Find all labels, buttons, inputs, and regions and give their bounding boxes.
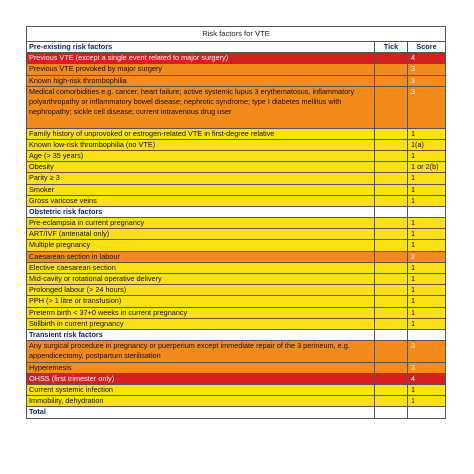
score-value: 1 xyxy=(407,229,445,239)
risk-factor-label: Mid-cavity or rotational operative delivery xyxy=(27,274,374,284)
risk-factor-label: Stillbirth in current pregnancy xyxy=(27,319,374,329)
risk-factor-row xyxy=(27,76,445,87)
tick-cell[interactable] xyxy=(374,229,407,239)
tick-cell[interactable] xyxy=(374,196,407,206)
score-column-header xyxy=(407,330,445,340)
tick-cell[interactable] xyxy=(374,64,407,74)
score-column-header: Score xyxy=(407,42,445,52)
tick-cell[interactable] xyxy=(374,263,407,273)
risk-factor-row xyxy=(27,185,445,196)
risk-factor-row xyxy=(27,129,445,140)
risk-factor-label: PPH (> 1 litre or transfusion) xyxy=(27,296,374,306)
score-value: 1 xyxy=(407,240,445,250)
score-value: 1 xyxy=(407,185,445,195)
risk-factor-label: Prolonged labour (> 24 hours) xyxy=(27,285,374,295)
risk-factor-label: Multiple pregnancy xyxy=(27,240,374,250)
score-value: 1 or 2(b) xyxy=(407,162,445,172)
score-value: 1 xyxy=(407,129,445,139)
risk-factor-row xyxy=(27,341,445,362)
total-label: Total xyxy=(27,407,374,417)
risk-factor-row xyxy=(27,140,445,151)
tick-cell[interactable] xyxy=(374,374,407,384)
tick-cell[interactable] xyxy=(374,363,407,373)
score-value: 3 xyxy=(407,64,445,74)
tick-cell[interactable] xyxy=(374,385,407,395)
score-value: 1 xyxy=(407,263,445,273)
table-title: Risk factors for VTE xyxy=(27,27,445,42)
risk-factor-row xyxy=(27,296,445,307)
score-value: 1 xyxy=(407,319,445,329)
section-heading: Transient risk factors xyxy=(27,330,374,340)
risk-factor-label: Pre-eclampsia in current pregnancy xyxy=(27,218,374,228)
risk-factor-label: Elective caesarean section xyxy=(27,263,374,273)
tick-cell[interactable] xyxy=(374,151,407,161)
score-value: 1 xyxy=(407,296,445,306)
total-row xyxy=(27,407,445,417)
risk-factor-row xyxy=(27,308,445,319)
risk-factor-row xyxy=(27,363,445,374)
tick-cell[interactable] xyxy=(374,240,407,250)
score-value: 1 xyxy=(407,151,445,161)
tick-cell[interactable] xyxy=(374,341,407,361)
risk-factor-label: Gross varicose veins xyxy=(27,196,374,206)
risk-factor-row xyxy=(27,151,445,162)
section-heading: Obstetric risk factors xyxy=(27,207,374,217)
risk-factor-label: Medical comorbidities e.g. cancer, heart failure; active systemic lupus 3 erythematosus, inflammatory polyarthropathy or inflammatory bowel disease; nephrotic syndrome; type I diabetes mellitus with nephropathy; sickle cell disease; current intravenous drug user xyxy=(27,87,374,128)
risk-factor-row xyxy=(27,274,445,285)
tick-cell[interactable] xyxy=(374,53,407,63)
risk-factor-row xyxy=(27,87,445,129)
table-body xyxy=(27,42,445,418)
risk-factor-row xyxy=(27,385,445,396)
score-value: 1 xyxy=(407,385,445,395)
risk-factor-label: ART/IVF (antenatal only) xyxy=(27,229,374,239)
score-value: 1 xyxy=(407,396,445,406)
tick-cell[interactable] xyxy=(374,396,407,406)
tick-cell[interactable] xyxy=(374,274,407,284)
risk-factor-row xyxy=(27,218,445,229)
tick-cell[interactable] xyxy=(374,76,407,86)
section-heading: Pre-existing risk factors xyxy=(27,42,374,52)
risk-factor-row xyxy=(27,53,445,64)
risk-factor-label: Known high-risk thrombophilia xyxy=(27,76,374,86)
tick-cell[interactable] xyxy=(374,185,407,195)
score-value: 1 xyxy=(407,173,445,183)
tick-cell[interactable] xyxy=(374,285,407,295)
score-value: 1 xyxy=(407,196,445,206)
score-column-header xyxy=(407,207,445,217)
risk-factor-label: Obesity xyxy=(27,162,374,172)
score-value: 1 xyxy=(407,308,445,318)
tick-cell[interactable] xyxy=(374,87,407,128)
risk-factor-label: Parity ≥ 3 xyxy=(27,173,374,183)
tick-cell[interactable] xyxy=(374,296,407,306)
tick-column-header xyxy=(374,330,407,340)
score-value: 3 xyxy=(407,76,445,86)
risk-factor-label: Smoker xyxy=(27,185,374,195)
score-value: 4 xyxy=(407,374,445,384)
score-value: 1(a) xyxy=(407,140,445,150)
risk-factor-label: Family history of unprovoked or estrogen-related VTE in first-degree relative xyxy=(27,129,374,139)
section-heading-row xyxy=(27,330,445,341)
risk-factor-label: Preterm birth < 37+0 weeks in current pregnancy xyxy=(27,308,374,318)
score-value: 4 xyxy=(407,53,445,63)
total-tick-cell[interactable] xyxy=(374,407,407,417)
risk-factor-row xyxy=(27,263,445,274)
score-value: 1 xyxy=(407,285,445,295)
score-value: 3 xyxy=(407,87,445,128)
risk-factor-row xyxy=(27,319,445,330)
risk-factor-label: Age (> 35 years) xyxy=(27,151,374,161)
risk-factor-row xyxy=(27,396,445,407)
risk-factor-row xyxy=(27,196,445,207)
risk-factor-label: Previous VTE (except a single event related to major surgery) xyxy=(27,53,374,63)
risk-factor-row xyxy=(27,252,445,263)
tick-column-header: Tick xyxy=(374,42,407,52)
section-heading-row xyxy=(27,207,445,218)
risk-factor-label: Immobility, dehydration xyxy=(27,396,374,406)
score-value: 2 xyxy=(407,252,445,262)
risk-factor-row xyxy=(27,162,445,173)
total-score-cell[interactable] xyxy=(407,407,445,417)
tick-cell[interactable] xyxy=(374,162,407,172)
risk-factor-row xyxy=(27,240,445,251)
tick-cell[interactable] xyxy=(374,319,407,329)
risk-factor-label: OHSS (first trimester only) xyxy=(27,374,374,384)
risk-factor-label: Hyperemesis xyxy=(27,363,374,373)
score-value: 1 xyxy=(407,274,445,284)
score-value: 3 xyxy=(407,363,445,373)
risk-factor-label: Caesarean section in labour xyxy=(27,252,374,262)
vte-risk-table xyxy=(26,26,446,419)
section-heading-row xyxy=(27,42,445,53)
tick-cell[interactable] xyxy=(374,252,407,262)
risk-factor-label: Any surgical procedure in pregnancy or puerperium except immediate repair of the 3 perineum, e.g. appendicectomy, postpartum sterilisation xyxy=(27,341,374,361)
risk-factor-label: Previous VTE provoked by major surgery xyxy=(27,64,374,74)
risk-factor-row xyxy=(27,64,445,75)
risk-factor-row xyxy=(27,285,445,296)
score-value: 3 xyxy=(407,341,445,361)
risk-factor-row xyxy=(27,173,445,184)
risk-factor-label: Known low-risk thrombophilia (no VTE) xyxy=(27,140,374,150)
risk-factor-label: Current systemic infection xyxy=(27,385,374,395)
risk-factor-row xyxy=(27,229,445,240)
tick-cell[interactable] xyxy=(374,218,407,228)
score-value: 1 xyxy=(407,218,445,228)
tick-cell[interactable] xyxy=(374,308,407,318)
tick-cell[interactable] xyxy=(374,129,407,139)
tick-column-header xyxy=(374,207,407,217)
risk-factor-row xyxy=(27,374,445,385)
tick-cell[interactable] xyxy=(374,140,407,150)
tick-cell[interactable] xyxy=(374,173,407,183)
